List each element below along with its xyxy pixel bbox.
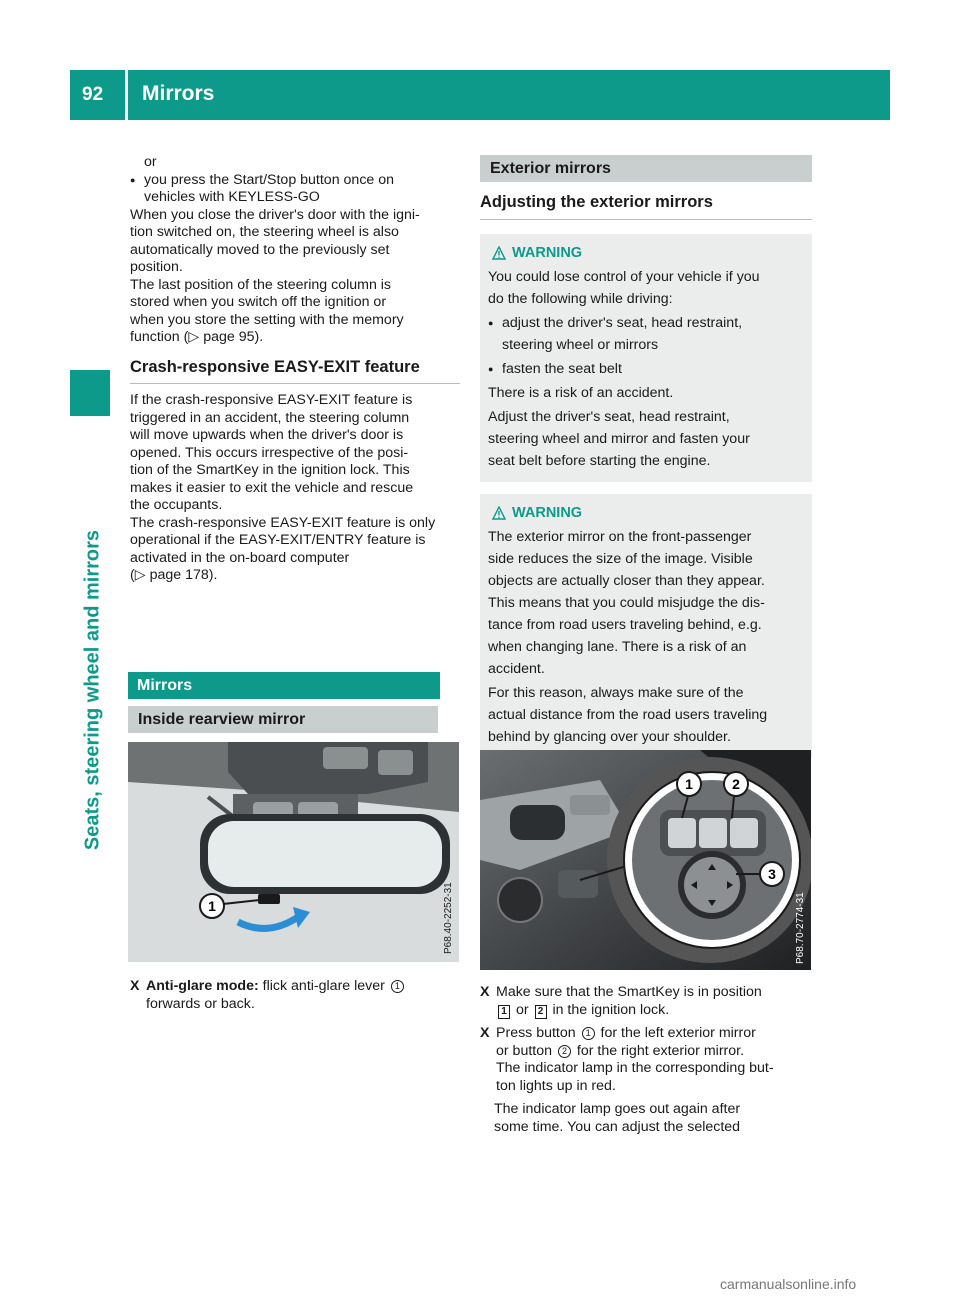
page-header: [70, 70, 890, 120]
warning-triangle-icon: [492, 506, 506, 520]
header-divider: [125, 70, 128, 120]
chapter-tab: [70, 370, 110, 416]
rearview-mirror-figure: [128, 742, 459, 962]
section-bar-inside-mirror: Inside rearview mirror: [128, 706, 438, 733]
section-bar-exterior-mirrors: Exterior mirrors: [480, 155, 812, 182]
indicator-lamp-text: The indicator lamp goes out again after some time. You can adjust the selected: [494, 1101, 741, 1135]
warning-triangle-icon: [492, 246, 506, 260]
step-press-button: X Press button 1 for the left exterior mirror or button 2 for the right exterior mirror. The indicator lamp in the corresponding but- ton lights up in red.: [480, 1025, 774, 1094]
warning-box-1: WARNING You could lose control of your vehicle if you do the following while driving: ● adjust the driver's seat, head restraint, steering wheel or mirrors ● fasten the seat belt There is a risk of an accident. Adjust the driver's seat, head restraint, steering wheel and mirror and fasten your seat belt before starting the engine.: [480, 234, 812, 482]
figure2-code: P68.70-2774-31: [795, 892, 806, 964]
figure1-code: P68.40-2252-31: [443, 882, 454, 954]
exterior-mirror-controls-figure: [480, 750, 811, 970]
section-bar-mirrors: Mirrors: [128, 672, 440, 699]
warning-heading-2: WARNING: [488, 502, 804, 524]
page-number: 92: [82, 84, 104, 105]
left-column: [130, 154, 460, 585]
paragraph-memory: The last position of the steering column is stored when you switch off the ignition or when you store the setting with the memory function (▷ page 95).: [130, 276, 404, 345]
figure2-callout-3: 3: [768, 866, 776, 882]
paragraph-crash: If the crash-responsive EASY-EXIT feature is triggered in an accident, the steering column will move upwards when the driver's door is opened. This occurs irrespective of the posi- tion of the SmartKey in the ignition lock. This makes it easier to exit the vehicle and rescue the occupants.: [130, 392, 414, 513]
heading-crash-easy-exit: Crash-responsive EASY-EXIT feature: [130, 359, 460, 385]
step-anti-glare: X Anti-glare mode: flick anti-glare lever 1 forwards or back.: [130, 978, 460, 1013]
figure1-callout-1: 1: [208, 898, 216, 914]
or-text: or: [144, 154, 157, 170]
chapter-title: Seats, steering wheel and mirrors: [81, 529, 104, 851]
warning-box-2: WARNING The exterior mirror on the front-passenger side reduces the size of the image. Visible objects are actually closer than they appear. This means that you could misjudge the dis- tance from road users traveling behind, e.g. when changing lane. There is a risk of an accident. For this reason, always make sure of the actual distance from the road users traveling behind by glancing over your shoulder.: [480, 494, 812, 758]
heading-adjust-exterior: Adjusting the exterior mirrors: [480, 194, 812, 220]
paragraph-crash-operational: The crash-responsive EASY-EXIT feature is only operational if the EASY-EXIT/ENTRY feature is activated in the on-board computer (▷ page 178).: [130, 514, 436, 583]
paragraph-door: When you close the driver's door with the igni- tion switched on, the steering wheel is also automatically moved to the previously set position.: [130, 206, 420, 275]
page-title: Mirrors: [142, 82, 215, 105]
warning-heading-1: WARNING: [488, 242, 804, 264]
watermark: carmanualsonline.info: [720, 1276, 857, 1292]
figure2-callout-2: 2: [732, 776, 740, 792]
figure2-callout-1: 1: [685, 776, 693, 792]
step-smartkey: X Make sure that the SmartKey is in position 1 or 2 in the ignition lock.: [480, 984, 762, 1018]
bullet-start-stop: ● you press the Start/Stop button once on vehicles with KEYLESS-GO: [130, 172, 460, 207]
